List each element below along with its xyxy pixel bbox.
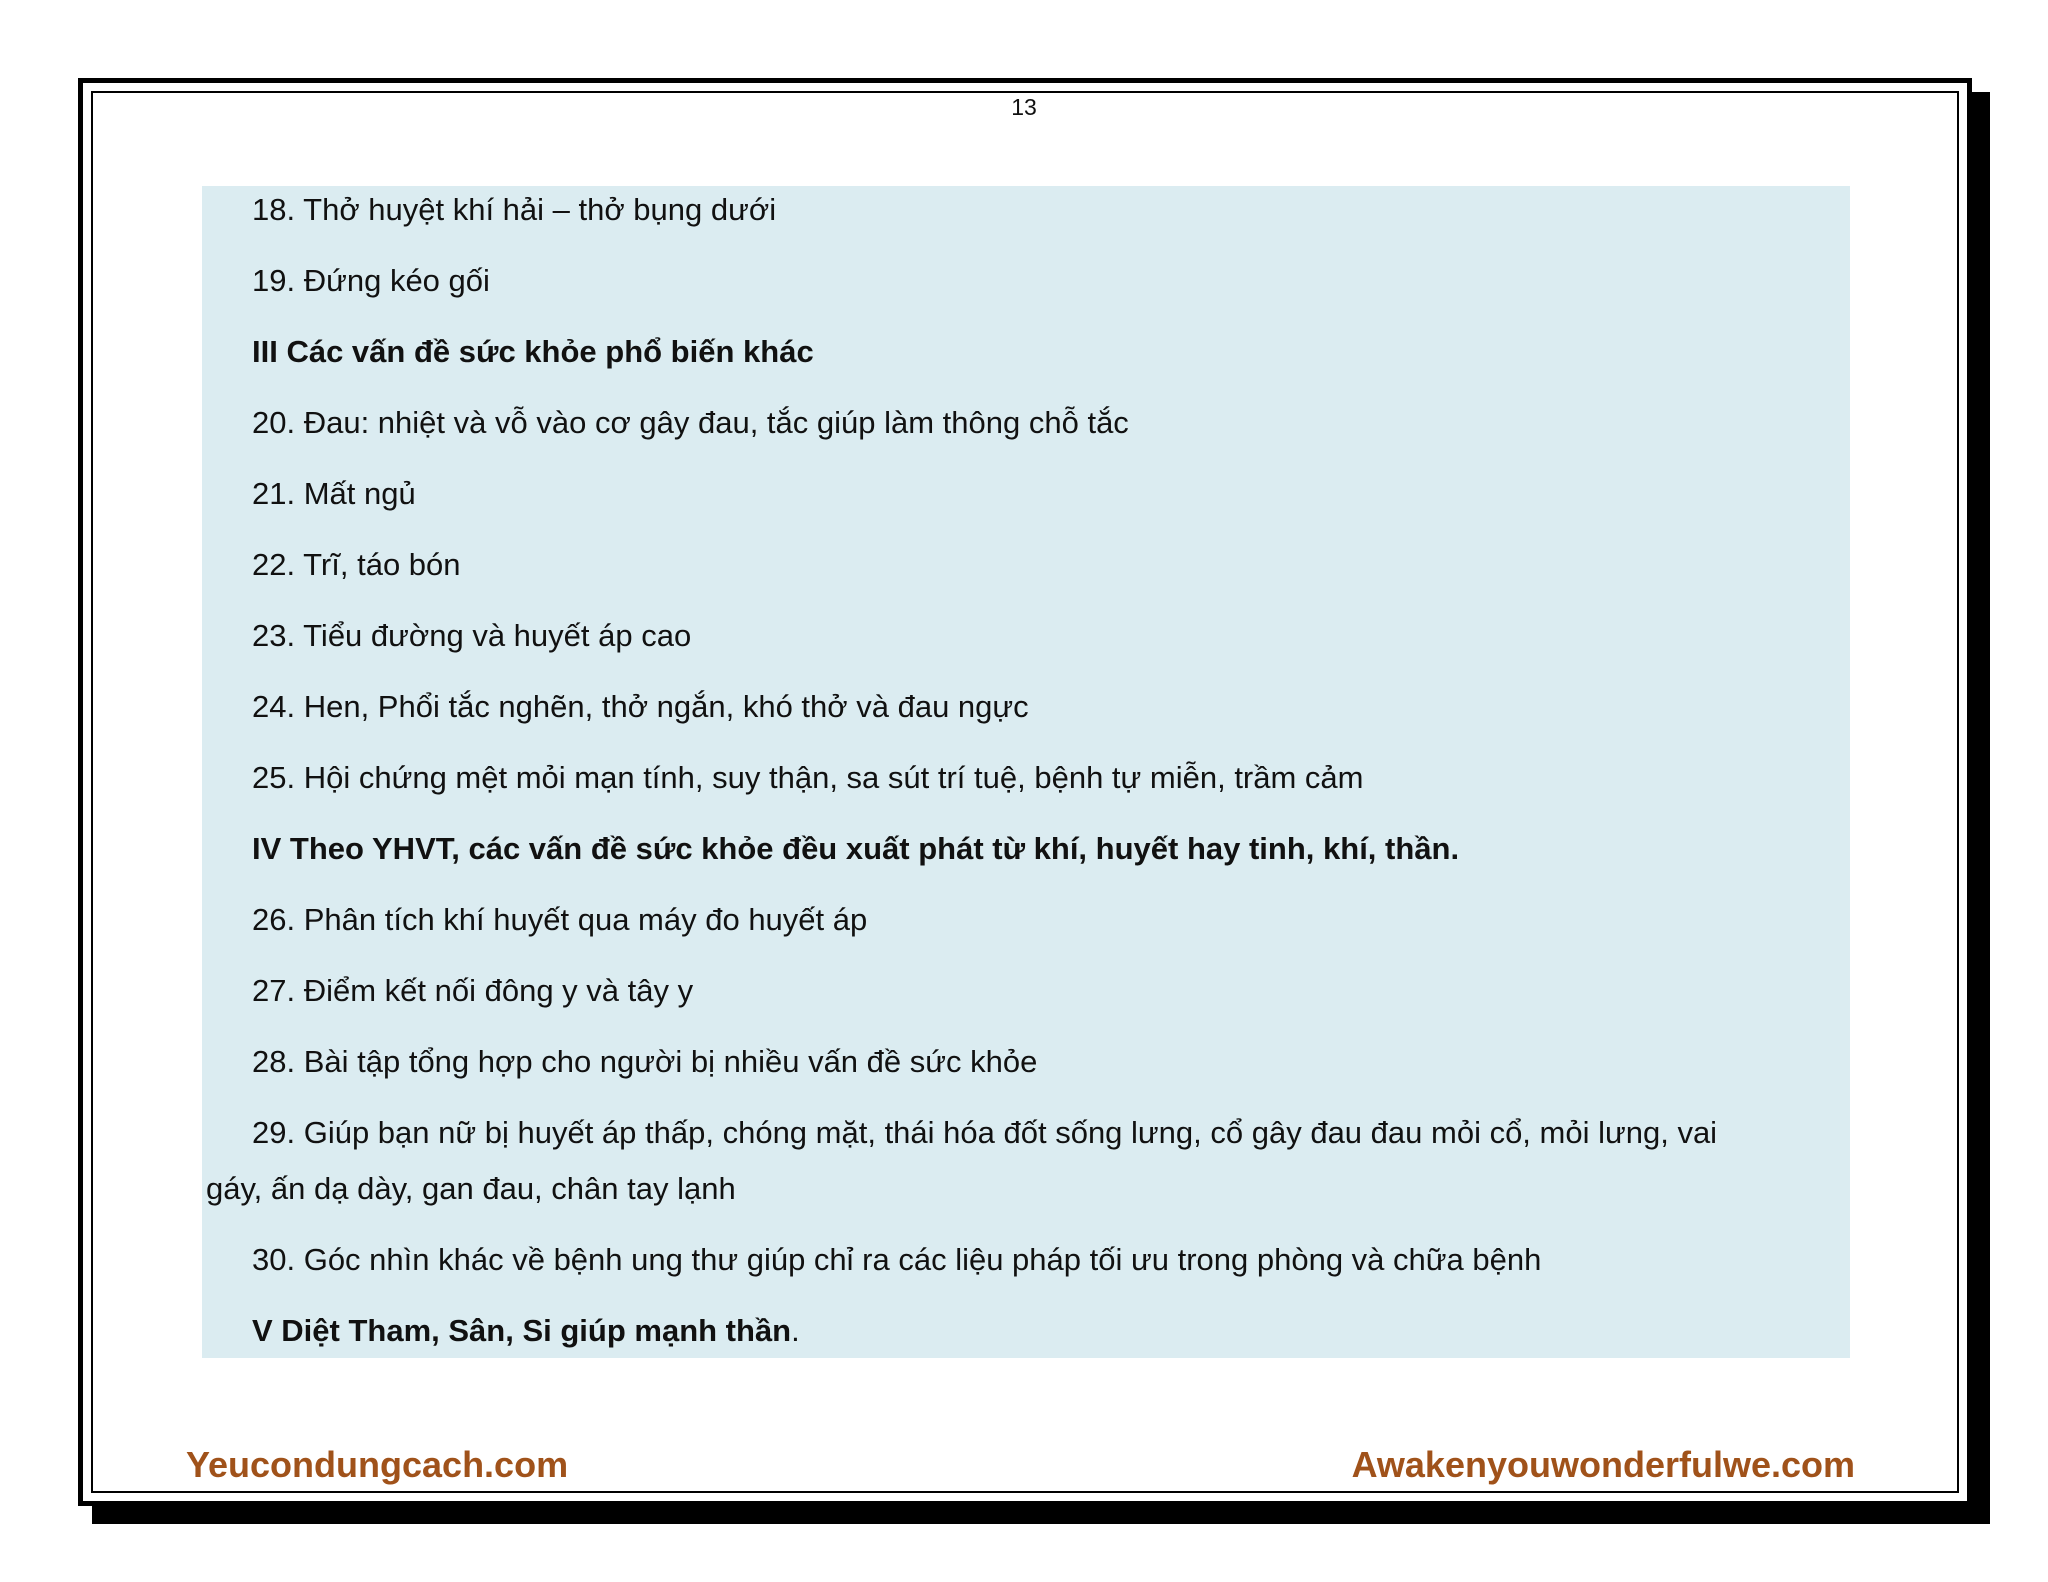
toc-item-27: 27. Điểm kết nối đông y và tây y bbox=[252, 973, 694, 1008]
toc-section-3-heading: III Các vấn đề sức khỏe phổ biến khác bbox=[252, 334, 814, 369]
toc-section-5-heading bbox=[252, 1311, 800, 1351]
toc-item-24: 24. Hen, Phổi tắc nghẽn, thở ngắn, khó thở và đau ngực bbox=[252, 689, 1029, 724]
footer-link-yeucondungcach[interactable]: Yeucondungcach.com bbox=[186, 1444, 569, 1485]
toc-item-20: 20. Đau: nhiệt và vỗ vào cơ gây đau, tắc giúp làm thông chỗ tắc bbox=[252, 405, 1129, 440]
toc-item-28: 28. Bài tập tổng hợp cho người bị nhiều vấn đề sức khỏe bbox=[252, 1044, 1038, 1079]
toc-item-25: 25. Hội chứng mệt mỏi mạn tính, suy thận, sa sút trí tuệ, bệnh tự miễn, trầm cảm bbox=[252, 760, 1364, 795]
toc-section-5-heading-suffix: . bbox=[791, 1313, 800, 1348]
toc-item-22: 22. Trĩ, táo bón bbox=[252, 547, 461, 582]
toc-item-29-continuation: gáy, ấn dạ dày, gan đau, chân tay lạnh bbox=[206, 1171, 736, 1206]
toc-item-30: 30. Góc nhìn khác về bệnh ung thư giúp chỉ ra các liệu pháp tối ưu trong phòng và chữa bệnh bbox=[252, 1242, 1542, 1277]
footer-link-awakenyouwonderfulwe[interactable]: Awakenyouwonderfulwe.com bbox=[1351, 1444, 1855, 1485]
page-number: 13 bbox=[1011, 94, 1037, 120]
toc-item-23: 23. Tiểu đường và huyết áp cao bbox=[252, 618, 692, 653]
toc-item-21: 21. Mất ngủ bbox=[252, 476, 416, 511]
toc-item-19: 19. Đứng kéo gối bbox=[252, 263, 490, 298]
toc-section-4-heading: IV Theo YHVT, các vấn đề sức khỏe đều xuất phát từ khí, huyết hay tinh, khí, thần. bbox=[252, 831, 1460, 866]
toc-section-5-heading-text: V Diệt Tham, Sân, Si giúp mạnh thần bbox=[252, 1313, 792, 1348]
toc-item-26: 26. Phân tích khí huyết qua máy đo huyết áp bbox=[252, 902, 868, 937]
toc-item-18: 18. Thở huyệt khí hải – thở bụng dưới bbox=[252, 192, 777, 227]
toc-item-29: 29. Giúp bạn nữ bị huyết áp thấp, chóng mặt, thái hóa đốt sống lưng, cổ gây đau đau mỏi cổ, mỏi lưng, vai bbox=[252, 1115, 1718, 1150]
table-of-contents bbox=[202, 186, 1850, 1358]
